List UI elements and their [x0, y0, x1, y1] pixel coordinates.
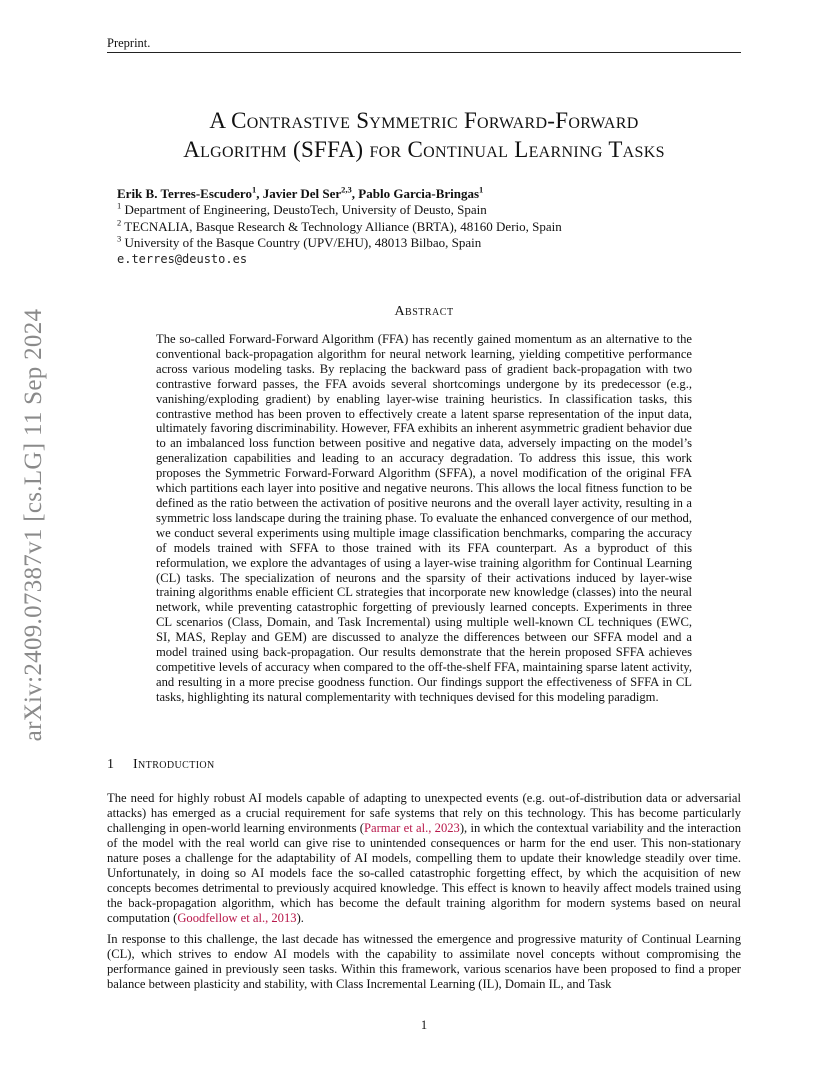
title-line-2: Algorithm (SFFA) for Continual Learning Tasks [183, 137, 665, 162]
citation-goodfellow[interactable]: Goodfellow et al., 2013 [177, 910, 297, 925]
affiliation-3: $^3$ University of the Basque Country (UPV/EHU), 48013 Bilbao, Spain [117, 233, 482, 250]
author-block [117, 186, 562, 267]
header-rule [107, 52, 741, 53]
arxiv-identifier [10, 290, 58, 760]
author-email[interactable]: e.terres@deusto.es [117, 252, 248, 267]
citation-parmar[interactable]: Parmar et al., 2023 [364, 820, 460, 835]
paper-title [107, 106, 741, 164]
affiliation-2: $^2$ TECNALIA, Basque Research & Technology Alliance (BRTA), 48160 Derio, Spain [117, 217, 562, 234]
intro-paragraph-2: In response to this challenge, the last decade has witnessed the emergence and progressive maturity of Continual Learning (CL), which strives to endow AI models with the capability to assimilate novel concepts without compromising the performance gained in previously seen tasks. Within this framework, various scenarios have been proposed to find a proper balance between plasticity and stability, with Class Incremental Learning (IL), Domain IL, and Task [107, 932, 741, 991]
author-names [117, 186, 562, 202]
intro-paragraph-1: The need for highly robust AI models capable of adapting to unexpected events (e.g. out-of-distribution data or adversarial attacks) has emerged as a crucial requirement for safe systems that rely on this technology. This has become particularly challenging in open-world learning environments (Parmar et al., 2023), in which the contextual variability and the interaction of the model with the real world can give rise to unintended consequences or harm for the end user. This non-stationary nature poses a challenge for the adaptability of AI models, compelling them to update their knowledge steadily over time. Unfortunately, in doing so AI models face the so-called catastrophic forgetting effect, by which the acquisition of new concepts becomes detrimental to previously acquired knowledge. This effect is known to heavily affect models trained using the back-propagation algorithm, which has become the default training algorithm for modern systems based on neural computation (Goodfellow et al., 2013). [107, 791, 741, 925]
author-2: , Javier Del Ser [256, 186, 342, 201]
abstract-heading: Abstract [394, 304, 454, 319]
running-header: Preprint. [107, 36, 151, 50]
author-2-affil: 2,3 [341, 184, 352, 195]
abstract-text: The so-called Forward-Forward Algorithm (FFA) has recently gained momentum as an alternative to the conventional back-propagation algorithm for neural network learning, yielding competitive performance across various modeling tasks. By replacing the backward pass of gradient back-propagation with two contrastive forward passes, the FFA avoids several shortcomings undergone by its predecessor (e.g., vanishing/exploding gradient) by enabling layer-wise training heuristics. In classification tasks, this contrastive method has been proven to effectively create a latent sparse representation of the input data, ultimately favoring discriminability. However, FFA exhibits an inherent asymmetric gradient behavior due to an imbalanced loss function between positive and negative data, adversely impacting on the model’s generalization capabilities and leading to an accuracy degradation. To address this issue, this work proposes the Symmetric Forward-Forward Algorithm (SFFA), a novel modification of the original FFA which partitions each layer into positive and negative neurons. This allows the local fitness function to be defined as the ratio between the activation of positive neurons and the overall layer activity, resulting in a symmetric loss landscape during the training phase. To evaluate the enhanced convergence of our method, we conduct several experiments using multiple image classification benchmarks, comparing the accuracy of models trained with SFFA to those trained with its FFA counterpart. As a byproduct of this reformulation, we explore the advantages of using a layer-wise training algorithm for Continual Learning (CL) tasks. The specialization of neurons and the sparsity of their activations induced by layer-wise training algorithms enable efficient CL strategies that incorporate new knowledge (classes) into the neural network, while preventing catastrophic forgetting of previously learned concepts. Experiments in three CL scenarios (Class, Domain, and Task Incremental) using multiple well-known CL techniques (EWC, SI, MAS, Replay and GEM) are discussed to analyze the differences between our SFFA model and a model trained using back-propagation. Our results demonstrate that the herein proposed SFFA achieves competitive levels of accuracy when compared to the off-the-shelf FFA, maintaining sparse latent activity, and resulting in a more precise goodness function. Our findings support the effectiveness of SFFA in CL tasks, highlighting its natural complementarity with techniques devised for this modeling paradigm. [156, 332, 692, 704]
arxiv-identifier-text: arXiv:2409.07387v1 [cs.LG] 11 Sep 2024 [20, 308, 47, 742]
affiliation-1: $^1$ Department of Engineering, DeustoTech, University of Deusto, Spain [117, 200, 487, 218]
section-title: Introduction [133, 757, 215, 772]
author-1: Erik B. Terres-Escudero [117, 186, 252, 201]
section-heading-introduction [107, 757, 215, 773]
author-3-affil: 1 [479, 184, 484, 195]
section-number: 1 [107, 757, 115, 772]
page-number: 1 [420, 1018, 428, 1032]
author-3: , Pablo Garcia-Bringas [351, 186, 480, 201]
author-1-affil: 1 [251, 184, 257, 195]
title-line-1: A Contrastive Symmetric Forward-Forward [209, 108, 639, 133]
